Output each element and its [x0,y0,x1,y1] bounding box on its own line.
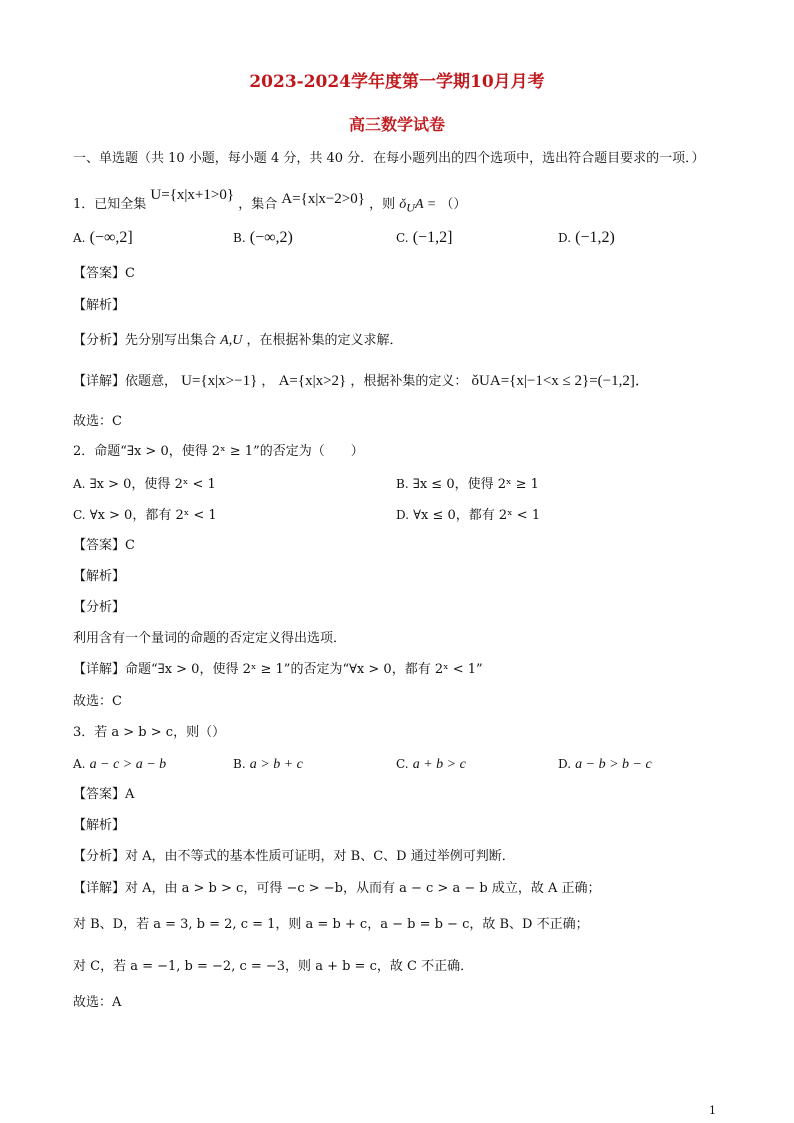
detail-text-b: ，根据补集的定义： [350,374,468,389]
option-text: (−∞,2] [89,229,133,246]
q3-option-a [73,754,166,775]
q1-option-c [396,228,452,249]
option-label: C. [396,757,409,771]
option-label: D. [396,508,410,522]
option-text: ∀x > 0，都有 2ˣ < 1 [89,508,217,523]
option-text: a > b + c [249,757,303,772]
option-text: (−1,2) [575,229,615,246]
q1-set-a: A={x|x−2>0} [281,191,365,207]
q1-option-d [558,228,615,249]
q2-conclusion: 故选：C [73,694,122,709]
q1-fenxi [73,331,402,351]
q3-conclusion: 故选：A [73,995,122,1010]
option-label: D. [558,231,572,245]
option-label: B. [233,757,246,771]
option-text: (−1,2] [412,229,453,246]
page-subtitle: 高三数学试卷 [348,115,445,134]
q2-analysis-heading: 【解析】 [73,569,126,584]
q3-fenxi: 【分析】对 A，由不等式的基本性质可证明，对 B、C、D 通过举例可判断． [73,849,515,864]
q2-option-a [73,474,216,495]
question-3-stem: 3．若 a > b > c，则（） [73,725,226,740]
option-label: A. [73,231,86,245]
q3-detail-3: 对 C，若 a = −1, b = −2, c = −3，则 a + b = c，故 C 不正确． [73,959,474,974]
option-text: ∃x > 0，使得 2ˣ < 1 [89,477,216,492]
option-label: A. [73,477,86,491]
q1-set-u: U={x|x+1>0} [150,187,235,203]
q1-answer: 【答案】C [73,266,135,281]
q2-detail: 【详解】命题“∃x > 0，使得 2ˣ ≥ 1”的否定为“∀x > 0，都有 2ˣ < 1” [73,662,483,677]
q2-option-c [73,505,217,526]
q1-complement-symbol: ǒ [399,197,407,212]
q1-conclusion: 故选：C [73,414,122,429]
q3-option-d [558,754,652,775]
detail-text: 【详解】依题意， [73,374,178,389]
question-2-stem: 2．命题“∃x > 0，使得 2ˣ ≥ 1”的否定为（ ） [73,444,364,459]
q3-option-c [396,754,466,775]
option-label: C. [73,508,86,522]
question-1-stem [73,187,467,218]
q1-stem-a: 1．已知全集 [73,197,147,212]
q2-option-d [396,505,540,526]
q3-answer: 【答案】A [73,787,135,802]
q2-answer: 【答案】C [73,538,135,553]
q3-analysis-heading: 【解析】 [73,818,126,833]
detail-result: ǒUA={x|−1<x ≤ 2}=(−1,2]． [471,373,650,389]
q2-fenxi: 【分析】 [73,600,126,615]
q1-complement-a: A = [414,197,437,212]
q2-fenxi-body: 利用含有一个量词的命题的否定定义得出选项． [73,631,347,646]
detail-set-a: A={x|x>2} [278,373,347,389]
option-label: D. [558,757,572,771]
option-text: ∃x ≤ 0，使得 2ˣ ≥ 1 [412,477,539,492]
fenxi-tail: ，在根据补集的定义求解． [246,333,403,348]
option-label: B. [233,231,246,245]
q3-option-b [233,754,303,775]
q2-option-b [396,474,539,495]
option-text: a + b > c [412,757,466,772]
q1-complement-sub: U [406,200,415,215]
option-label: C. [396,231,409,245]
section-heading: 一、单选题（共 10 小题，每小题 4 分，共 40 分．在每小题列出的四个选项中，选出符合题目要求的一项．） [73,151,705,166]
fenxi-sets: A,U [220,333,243,348]
detail-separator: ， [261,374,275,389]
fenxi-text: 【分析】先分别写出集合 [73,333,217,348]
page-number: 1 [709,1104,716,1117]
option-text: ∀x ≤ 0，都有 2ˣ < 1 [413,508,541,523]
q1-analysis-heading: 【解析】 [73,298,126,313]
page-title: 2023-2024学年度第一学期10月月考 [249,72,545,92]
option-text: (−∞,2) [249,229,293,246]
q1-option-b [233,228,293,249]
option-text: a − c > a − b [89,757,167,772]
option-text: a − b > b − c [575,757,652,772]
q1-stem-d: （） [440,197,467,212]
option-label: B. [396,477,409,491]
q3-detail-2: 对 B、D，若 a = 3, b = 2, c = 1，则 a = b + c，a − b = b − c，故 B、D 不正确； [73,917,589,932]
option-label: A. [73,757,86,771]
q1-stem-c: ，则 [369,197,396,212]
detail-set-u: U={x|x>−1} [181,373,258,389]
q3-detail-1: 【详解】对 A，由 a > b > c，可得 −c > −b，从而有 a − c > a − b 成立，故 A 正确； [73,881,601,896]
q1-detail [73,371,650,392]
q1-stem-b: ，集合 [238,197,278,212]
q1-option-a [73,228,133,249]
